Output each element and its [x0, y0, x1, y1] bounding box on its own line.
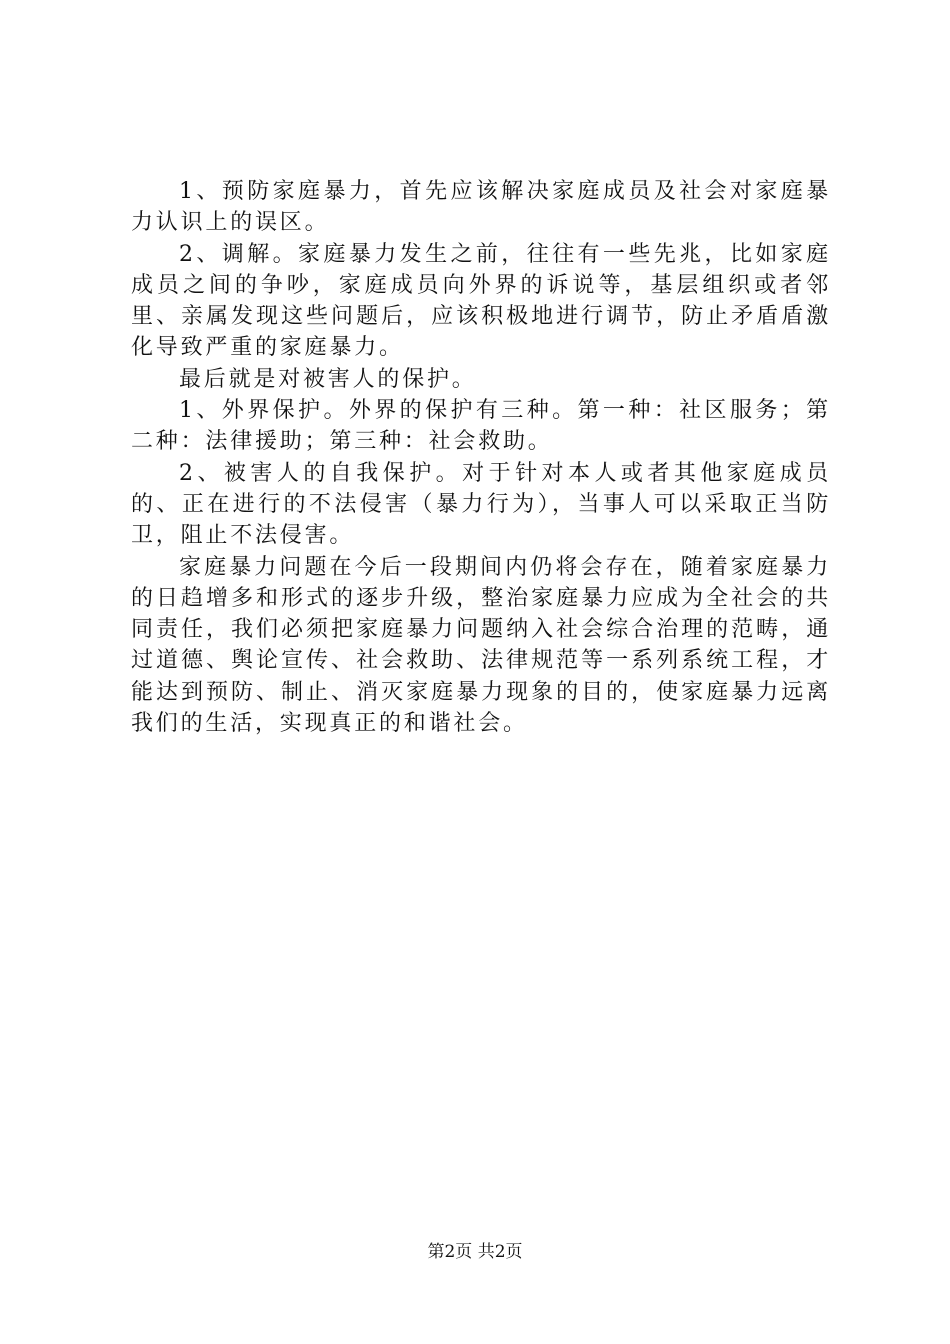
paragraph-external-protection: 1、外界保护。外界的保护有三种。第一种：社区服务；第二种：法律援助；第三种：社会救助。	[131, 398, 831, 455]
page-number: 第2页 共2页	[427, 1242, 523, 1262]
paragraph-mediation: 2、调解。家庭暴力发生之前，往往有一些先兆，比如家庭成员之间的争吵，家庭成员向外界的诉说等，基层组织或者邻里、亲属发现这些问题后，应该积极地进行调节，防止矛盾盾激化导致严重的家庭暴力。	[131, 241, 831, 361]
paragraph-conclusion: 家庭暴力问题在今后一段期间内仍将会存在，随着家庭暴力的日趋增多和形式的逐步升级，整治家庭暴力应成为全社会的共同责任，我们必须把家庭暴力问题纳入社会综合治理的范畴，通过道德、舆论宣传、社会救助、法律规范等一系列系统工程，才能达到预防、制止、消灭家庭暴力现象的目的，使家庭暴力远离我们的生活，实现真正的和谐社会。	[131, 554, 831, 737]
page-footer	[0, 1240, 950, 1264]
paragraph-victim-protection-intro: 最后就是对被害人的保护。	[179, 366, 477, 392]
paragraph-prevention-misconception: 1、预防家庭暴力，首先应该解决家庭成员及社会对家庭暴力认识上的误区。	[131, 179, 831, 236]
paragraph-self-protection: 2、被害人的自我保护。对于针对本人或者其他家庭成员的、正在进行的不法侵害（暴力行为），当事人可以采取正当防卫，阻止不法侵害。	[131, 460, 831, 549]
document-body	[131, 176, 831, 739]
